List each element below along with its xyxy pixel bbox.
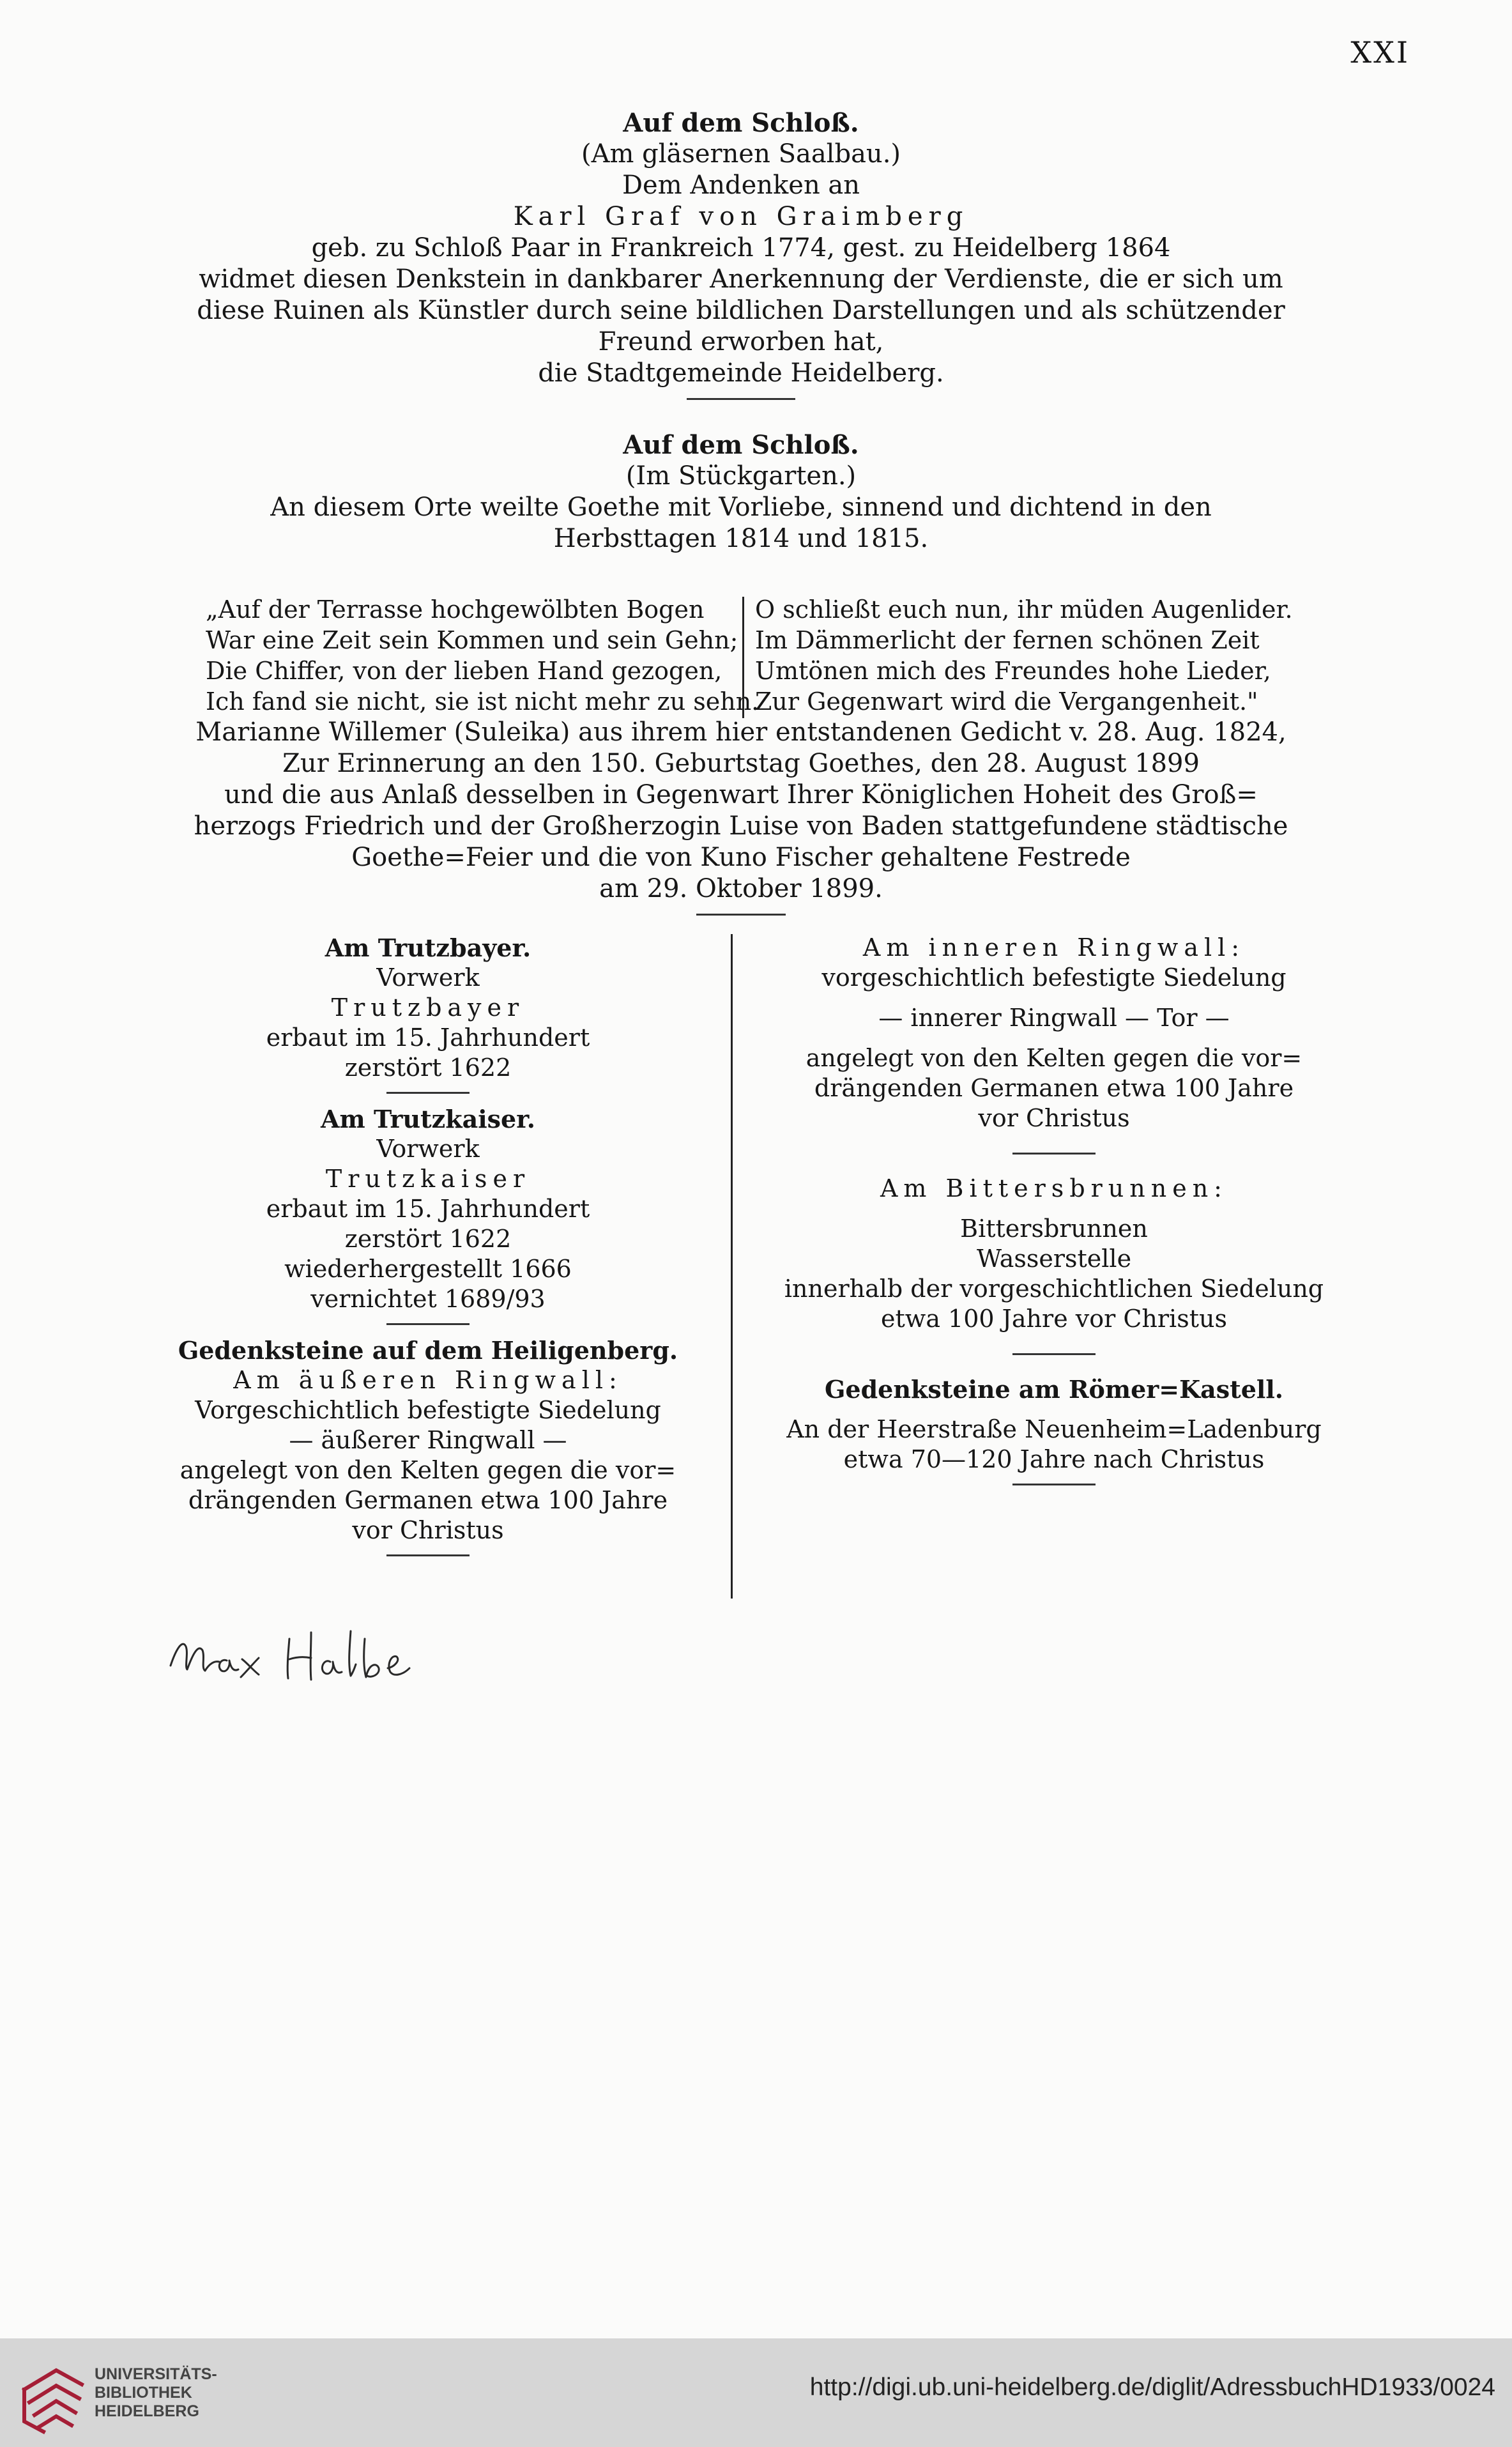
poem-left-stanza	[206, 594, 760, 717]
text-line: drängenden Germanen etwa 100 Jahre	[814, 1074, 1294, 1102]
text-line: diese Ruinen als Künstler durch seine bildlichen Darstellungen und als schützender	[197, 296, 1285, 325]
section-title: Gedenksteine am Römer=Kastell.	[824, 1375, 1284, 1404]
text-line: drängenden Germanen etwa 100 Jahre	[188, 1486, 668, 1514]
text-line: — äußerer Ringwall —	[289, 1426, 567, 1454]
handwritten-signature	[163, 1613, 418, 1703]
section-title: Auf dem Schloß.	[623, 108, 859, 138]
text-line: zerstört 1622	[344, 1054, 512, 1082]
text-line: Herbsttagen 1814 und 1815.	[553, 524, 929, 553]
text-line: vernichtet 1689/93	[310, 1285, 546, 1313]
text-line: Trutzkaiser	[325, 1165, 531, 1193]
poem-line: Zur Gegenwart wird die Vergangenheit."	[755, 687, 1258, 716]
text-line: erbaut im 15. Jahrhundert	[266, 1024, 590, 1052]
text-line: geb. zu Schloß Paar in Frankreich 1774, gest. zu Heidelberg 1864	[311, 233, 1171, 263]
text-line: Marianne Willemer (Suleika) aus ihrem hier entstandenen Gedicht v. 28. Aug. 1824,	[195, 717, 1287, 747]
section-schloss-saalbau	[192, 107, 1290, 410]
text-line: Goethe=Feier und die von Kuno Fischer gehaltene Festrede	[351, 843, 1131, 872]
text-line: Bittersbrunnen	[960, 1215, 1148, 1243]
footer-bar	[0, 2338, 1512, 2447]
section-subtitle: (Im Stückgarten.)	[625, 461, 857, 491]
right-column	[741, 933, 1367, 1496]
brand-line: HEIDELBERG	[95, 2402, 199, 2420]
dedication-text: Dem Andenken an	[622, 171, 860, 200]
divider	[1012, 1153, 1096, 1154]
poem-line: Umtönen mich des Freundes hohe Lieder,	[755, 657, 1271, 685]
text-line: innerhalb der vorgeschichtlichen Siedelung	[784, 1275, 1324, 1303]
page-number: XXI	[1350, 35, 1410, 70]
text-line: die Stadtgemeinde Heidelberg.	[538, 358, 944, 388]
text-line: vorgeschichtlich befestigte Siedelung	[821, 963, 1287, 992]
text-line: Wasserstelle	[976, 1245, 1132, 1273]
left-column	[115, 933, 741, 1567]
divider	[1012, 1484, 1096, 1485]
text-line: An der Heerstraße Neuenheim=Ladenburg	[786, 1415, 1322, 1443]
text-line: und die aus Anlaß desselben in Gegenwart Ihrer Königlichen Hoheit des Groß=	[224, 780, 1258, 809]
section-title: Am Bittersbrunnen:	[880, 1174, 1228, 1202]
brand-line: BIBLIOTHEK	[95, 2384, 192, 2402]
section-title: Gedenksteine auf dem Heiligenberg.	[178, 1336, 678, 1365]
honoree-name: Karl Graf von Graimberg	[513, 202, 969, 231]
text-line: angelegt von den Kelten gegen die vor=	[179, 1456, 676, 1484]
text-line: Vorwerk	[376, 963, 480, 992]
section-goethe-feier	[192, 717, 1290, 926]
poem-divider	[742, 597, 744, 718]
brand-line: UNIVERSITÄTS-	[95, 2365, 217, 2383]
text-line: An diesem Orte weilte Goethe mit Vorliebe, sinnend und dichtend in den	[270, 493, 1212, 522]
poem-line: Im Dämmerlicht der fernen schönen Zeit	[755, 626, 1260, 654]
library-logo-icon	[18, 2351, 88, 2434]
section-title: Am inneren Ringwall:	[862, 933, 1246, 962]
poem-right-stanza	[755, 594, 1292, 717]
text-line: widmet diesen Denkstein in dankbarer Anerkennung der Verdienste, die er sich um	[199, 265, 1283, 294]
poem-line: Die Chiffer, von der lieben Hand gezogen,	[206, 657, 722, 685]
text-line: erbaut im 15. Jahrhundert	[266, 1195, 590, 1223]
section-title: Am Trutzbayer.	[325, 933, 531, 962]
poem-line: „Auf der Terrasse hochgewölbten Bogen	[206, 595, 705, 624]
text-line: — innerer Ringwall — Tor —	[878, 1004, 1230, 1032]
text-line: Freund erworben hat,	[598, 327, 884, 357]
poem-line: Ich fand sie nicht, sie ist nicht mehr zu sehn.	[206, 687, 760, 716]
text-line: zerstört 1622	[344, 1225, 512, 1253]
text-line: angelegt von den Kelten gegen die vor=	[806, 1044, 1302, 1072]
text-line: vor Christus	[978, 1104, 1130, 1132]
text-line: herzogs Friedrich und der Großherzogin Luise von Baden stattgefundene städtische	[194, 811, 1288, 841]
text-line: Vorgeschichtlich befestigte Siedelung	[195, 1396, 661, 1424]
divider	[687, 398, 795, 400]
text-line: Vorwerk	[376, 1135, 480, 1163]
section-schloss-stueckgarten	[192, 429, 1290, 555]
text-line: Trutzbayer	[331, 993, 525, 1022]
divider	[696, 914, 786, 916]
text-line: etwa 70—120 Jahre nach Christus	[843, 1445, 1265, 1473]
divider	[386, 1092, 470, 1094]
text-line: wiederhergestellt 1666	[284, 1255, 572, 1283]
divider	[386, 1554, 470, 1556]
section-subtitle: Am äußeren Ringwall:	[233, 1366, 623, 1394]
section-subtitle: (Am gläsernen Saalbau.)	[581, 139, 901, 169]
source-url-link[interactable]: http://digi.ub.uni-heidelberg.de/diglit/AdressbuchHD1933/0024	[809, 2374, 1495, 2401]
divider	[386, 1323, 470, 1325]
poem-line: O schließt euch nun, ihr müden Augenlider.	[755, 595, 1293, 624]
section-title: Am Trutzkaiser.	[321, 1105, 535, 1133]
text-line: vor Christus	[352, 1516, 504, 1544]
text-line: etwa 100 Jahre vor Christus	[881, 1305, 1227, 1333]
divider	[1012, 1353, 1096, 1355]
poem-line: War eine Zeit sein Kommen und sein Gehn;	[206, 626, 738, 654]
column-divider	[731, 934, 733, 1599]
text-line: Zur Erinnerung an den 150. Geburtstag Goethes, den 28. August 1899	[282, 749, 1200, 778]
library-brand	[95, 2365, 217, 2421]
text-line: am 29. Oktober 1899.	[599, 874, 883, 903]
section-title: Auf dem Schloß.	[623, 430, 859, 460]
poem	[206, 594, 1293, 722]
